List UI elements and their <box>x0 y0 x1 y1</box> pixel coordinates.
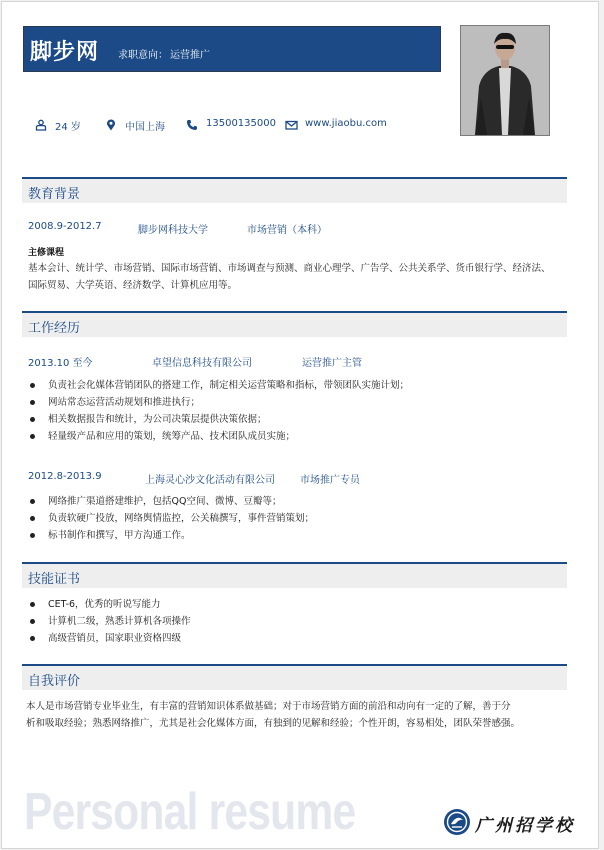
self-eval-title: 自我评价 <box>28 674 81 689</box>
job-intent-value: 运营推广 <box>170 50 210 61</box>
job-period: 2012.8-2013.9 <box>28 471 102 482</box>
skills-list <box>28 596 191 647</box>
skills-title: 技能证书 <box>28 572 81 587</box>
website-link[interactable]: www.jiaobu.com <box>305 118 387 129</box>
resume-page <box>1 1 599 849</box>
education-section <box>22 177 567 297</box>
age-text: 24 岁 <box>55 122 81 133</box>
education-school: 脚步网科技大学 <box>138 225 208 236</box>
education-title: 教育背景 <box>28 187 81 202</box>
phone-icon <box>186 119 198 131</box>
location-pin-icon <box>105 119 117 131</box>
education-major: 市场营销（本科） <box>247 225 327 236</box>
duty-item: 网站常态运营活动规划和推进执行； <box>28 394 409 411</box>
work-header <box>22 311 567 337</box>
name-banner <box>23 26 441 72</box>
job-intent <box>118 46 212 61</box>
job-position: 市场推广专员 <box>300 475 360 486</box>
duty-item: 轻量级产品和应用的策划，统筹产品、技术团队成员实施； <box>28 428 409 445</box>
phone-text: 13500135000 <box>206 118 276 129</box>
skills-section <box>22 562 567 657</box>
job-duties <box>28 377 409 445</box>
courses-label: 主修课程 <box>28 248 65 258</box>
profile-photo <box>460 25 550 136</box>
courses-line: 国际贸易、大学英语、经济数学、计算机应用等。 <box>28 280 238 291</box>
courses-line: 基本会计、统计学、市场营销、国际市场营销、市场调查与预测、商业心理学、广告学、公共关系学、货币银行学、经济法、 <box>28 263 551 274</box>
job-position: 运营推广主管 <box>302 358 362 369</box>
duty-item: 负责软硬广投放，网络舆情监控，公关稿撰写，事件营销策划； <box>28 510 314 527</box>
skill-item: CET-6，优秀的听说写能力 <box>28 596 191 613</box>
applicant-name: 脚步网 <box>30 40 100 65</box>
self-eval-line: 析和吸取经验；熟悉网络推广，尤其是社会化媒体方面，有独到的见解和经验；个性开朗，容易相处，团队荣誉感强。 <box>26 718 521 729</box>
self-eval-section <box>22 664 567 744</box>
duty-item: 网络推广渠道搭建维护，包括QQ空间、微博、豆瓣等； <box>28 493 314 510</box>
watermark-text: Personal resume <box>24 783 356 841</box>
job-duties <box>28 493 314 544</box>
mail-icon <box>285 119 298 131</box>
self-eval-text <box>26 698 566 732</box>
job-intent-label: 求职意向： <box>118 50 168 61</box>
duty-item: 相关数据报告和统计，为公司决策层提供决策依据； <box>28 411 409 428</box>
skills-header <box>22 562 567 588</box>
duty-item: 负责社会化媒体营销团队的搭建工作，制定相关运营策略和指标，带领团队实施计划； <box>28 377 409 394</box>
skill-item: 计算机二级，熟悉计算机各项操作 <box>28 613 191 630</box>
location-text: 中国上海 <box>125 122 165 133</box>
person-icon <box>35 119 47 131</box>
education-period: 2008.9-2012.7 <box>28 221 102 232</box>
courses-text <box>28 260 563 294</box>
work-title: 工作经历 <box>28 321 81 336</box>
work-section <box>22 311 567 551</box>
school-emblem-icon <box>443 808 471 836</box>
school-logo <box>443 808 593 838</box>
education-header <box>22 177 567 203</box>
self-eval-header <box>22 664 567 690</box>
job-company: 卓望信息科技有限公司 <box>152 358 252 369</box>
self-eval-line: 本人是市场营销专业毕业生，有丰富的营销知识体系做基础；对于市场营销方面的前沿和动向有一定的了解，善于分 <box>26 701 511 712</box>
logo-text: 广州招学校 <box>475 816 575 836</box>
job-period: 2013.10 至今 <box>28 358 93 369</box>
skill-item: 高级营销员，国家职业资格四级 <box>28 630 191 647</box>
job-company: 上海灵心沙文化活动有限公司 <box>145 475 275 486</box>
duty-item: 标书制作和撰写，甲方沟通工作。 <box>28 527 314 544</box>
